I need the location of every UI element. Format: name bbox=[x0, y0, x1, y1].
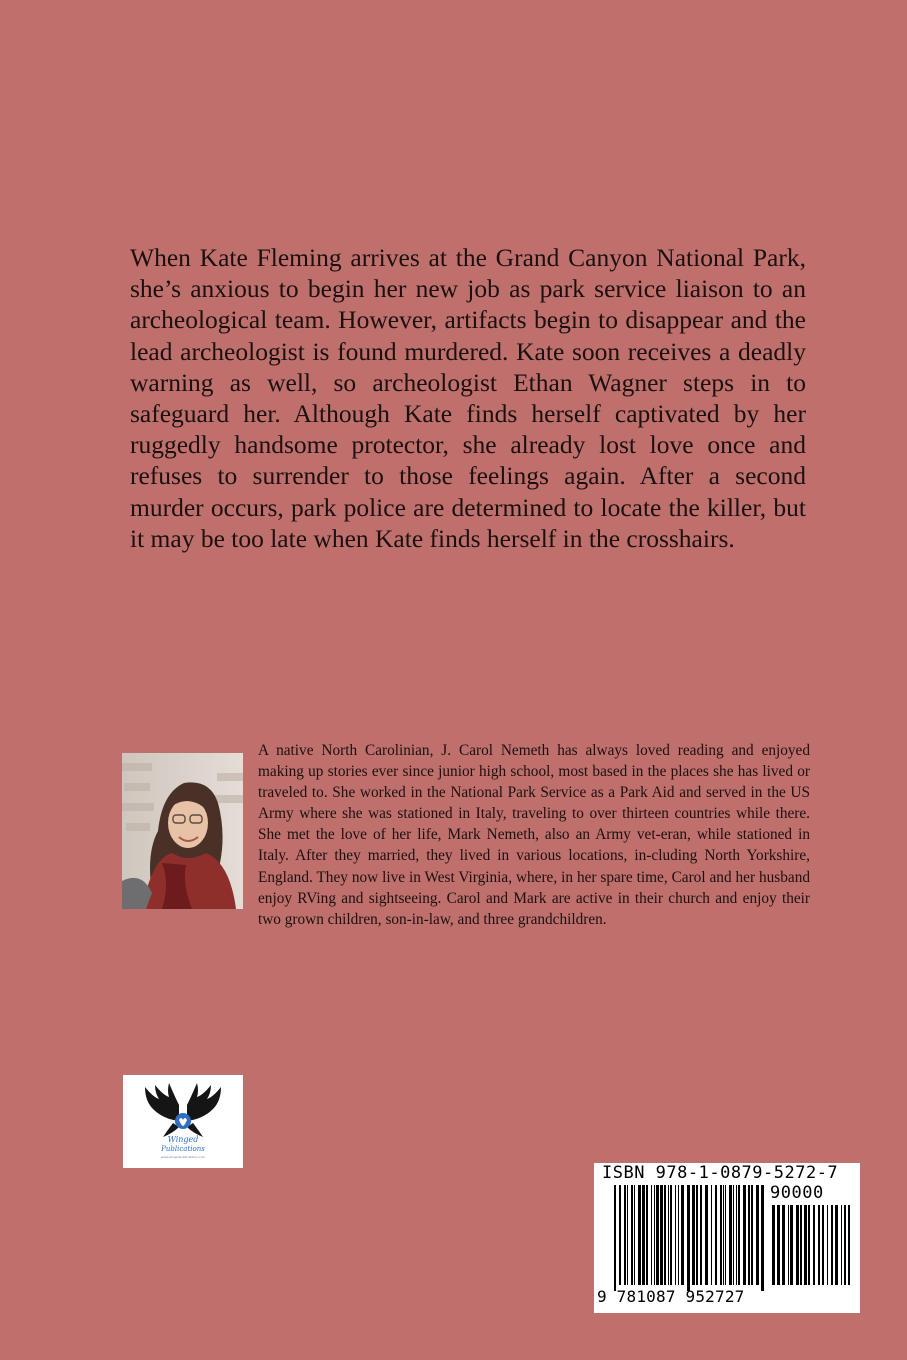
barcode-bar bbox=[715, 1185, 717, 1285]
barcode-bar bbox=[656, 1185, 659, 1285]
barcode-bar bbox=[751, 1185, 753, 1285]
barcode-bar bbox=[634, 1185, 635, 1285]
barcode-bar bbox=[631, 1185, 633, 1285]
barcode-bar bbox=[772, 1205, 775, 1285]
barcode-bar bbox=[827, 1205, 828, 1285]
barcode-bar bbox=[848, 1205, 850, 1285]
barcode-bar bbox=[831, 1205, 833, 1285]
barcode-bar bbox=[614, 1185, 616, 1291]
barcode-bar bbox=[696, 1185, 698, 1285]
barcode-bar bbox=[796, 1205, 799, 1285]
publisher-name-line1: Winged bbox=[167, 1135, 199, 1144]
isbn-barcode bbox=[594, 1163, 860, 1313]
barcode-bar bbox=[723, 1185, 724, 1285]
barcode-bar bbox=[664, 1185, 666, 1285]
barcode-bar bbox=[777, 1205, 780, 1285]
barcode-bar bbox=[668, 1185, 669, 1285]
author-photo bbox=[122, 753, 243, 909]
barcode-bar bbox=[738, 1185, 740, 1285]
barcode-bar bbox=[782, 1205, 785, 1285]
barcode-bar bbox=[651, 1185, 652, 1285]
barcode-bar bbox=[627, 1185, 628, 1285]
barcode-bar bbox=[619, 1185, 621, 1285]
barcode-bar bbox=[736, 1185, 737, 1285]
barcode-bar bbox=[638, 1185, 641, 1285]
barcode-bar bbox=[642, 1185, 645, 1285]
barcode-bar bbox=[743, 1185, 746, 1285]
barcode-bar bbox=[687, 1185, 690, 1291]
barcode-bar bbox=[761, 1185, 764, 1291]
barcode-bar bbox=[822, 1205, 824, 1285]
barcode-bar bbox=[646, 1185, 648, 1285]
barcode-bar bbox=[844, 1205, 846, 1285]
barcode-bar bbox=[670, 1185, 672, 1285]
barcode-bar bbox=[711, 1185, 712, 1285]
barcode-bar bbox=[725, 1185, 726, 1285]
barcode-bar bbox=[800, 1205, 802, 1285]
barcode-bar bbox=[624, 1185, 626, 1285]
barcode-bar bbox=[841, 1205, 842, 1285]
publisher-logo bbox=[123, 1075, 243, 1168]
barcode-bar bbox=[733, 1185, 734, 1285]
barcode-bar bbox=[705, 1185, 708, 1285]
barcode-bar bbox=[720, 1185, 722, 1285]
barcode-bar bbox=[818, 1205, 820, 1285]
isbn-label: ISBN 978-1-0879-5272-7 bbox=[602, 1163, 839, 1183]
barcode-bar bbox=[808, 1205, 810, 1285]
barcode-bar bbox=[756, 1185, 759, 1285]
barcode-bar bbox=[681, 1185, 684, 1285]
barcode-bar bbox=[790, 1205, 793, 1285]
publisher-name-line2: Publications bbox=[161, 1145, 205, 1153]
publisher-website: www.wingedpublications.com bbox=[160, 1155, 206, 1159]
winged-publications-logo bbox=[123, 1075, 243, 1168]
author-portrait-image bbox=[122, 753, 243, 909]
barcode-bar bbox=[804, 1205, 807, 1285]
cover-blurb: When Kate Fleming arrives at the Grand Canyon National Park, she’s anxious to begin her new job as park service liaison to an archeological team. However, artifacts begin to disappear and the lead archeologist is found murdered. Kate soon receives a deadly warning as well, so archeologist Ethan Wagner steps in to safeguard her. Although Kate finds herself captivated by her ruggedly handsome protector, she already lost love once and refuses to surrender to those feelings again. After a second murder occurs, park police are determined to locate the killer, but it may be too late when Kate finds herself in the crosshairs. bbox=[130, 243, 806, 553]
barcode-bar bbox=[675, 1185, 676, 1285]
barcode-addon-digits: 90000 bbox=[770, 1183, 824, 1203]
barcode-bar bbox=[835, 1205, 838, 1285]
barcode-bar bbox=[813, 1205, 815, 1285]
ean-digits: 9 781087 952727 bbox=[597, 1287, 745, 1306]
barcode-bar bbox=[748, 1185, 750, 1285]
barcode-bar bbox=[654, 1185, 655, 1285]
barcode-bar bbox=[692, 1185, 695, 1285]
barcode-bar bbox=[700, 1185, 702, 1285]
barcode-bar bbox=[678, 1185, 679, 1285]
barcode-bar bbox=[729, 1185, 732, 1285]
barcode-bar bbox=[660, 1185, 663, 1285]
author-bio: A native North Carolinian, J. Carol Nemeth has always loved reading and enjoyed making up stories ever since junior high school, most based in the places she has lived or traveled to. She worked in the National Park Service as a Park Aid and served in the US Army where she was stationed in Italy, traveling to over thirteen countries while there. She met the love of her life, Mark Nemeth, also an Army vet-eran, while stationed in Italy. After they married, they lived in various locations, in-cluding North Yorkshire, England. They now live in West Virginia, where, in her spare time, Carol and her husband enjoy RVing and sightseeing. Carol and Mark are active in their church and enjoy their two grown children, son-in-law, and three grandchildren. bbox=[258, 742, 810, 928]
barcode-bar bbox=[788, 1205, 789, 1285]
